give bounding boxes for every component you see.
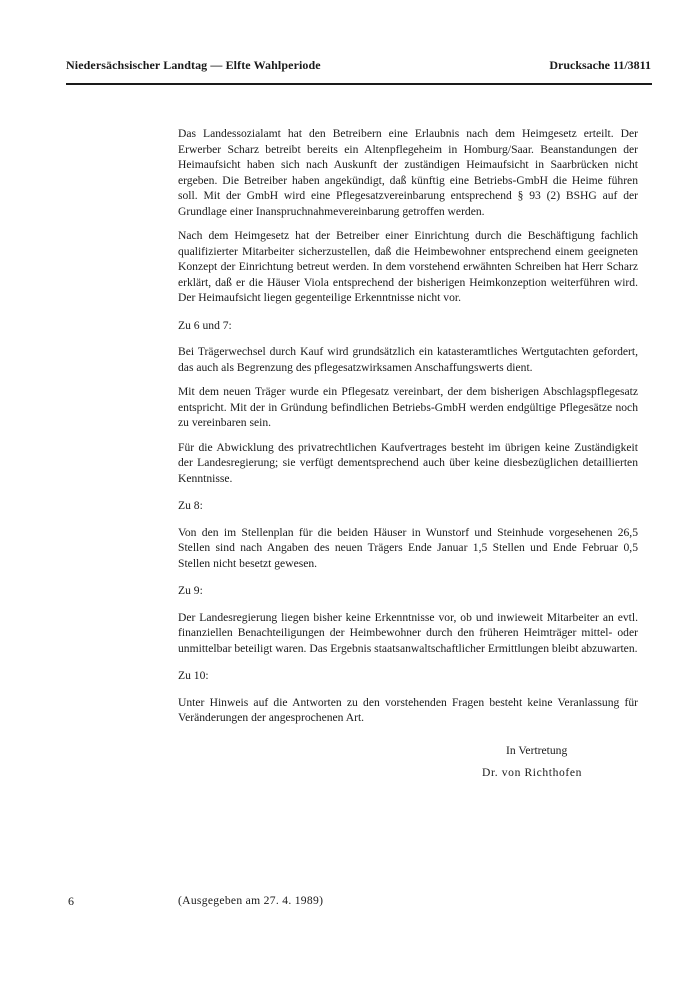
paragraph: Nach dem Heimgesetz hat der Betreiber einer Einrichtung durch die Beschäftigung fachlich qualifizierter Mitarbeiter sicherzustellen, daß die Heimbewohner entsprechend einem geeigneten Konzept der Einrichtung betreut werden. In dem vorstehend erwähnten Schreiben hat Herr Scharz erklärt, daß er die Häuser Viola entsprechend der bisherigen Heimkonzeption weiterführen wird. Der Heimaufsicht liegen gegenteilige Erkenntnisse nicht vor.	[178, 229, 638, 304]
page-number: 6	[68, 894, 74, 908]
section-heading: Zu 6 und 7:	[178, 318, 232, 332]
paragraph: Mit dem neuen Träger wurde ein Pflegesatz vereinbart, der dem bisherigen Abschlagspflegesatz entspricht. Mit der in Gründung befindlichen Betriebs-GmbH werden endgültige Pflegesätze noch zu vereinbaren sein.	[178, 385, 638, 429]
paragraph: Von den im Stellenplan für die beiden Häuser in Wunstorf und Steinhude vorgesehenen 26,5 Stellen sind nach Angaben des neuen Trägers Ende Januar 1,5 Stellen und Ende Februar 0,5 Stellen nicht besetzt gewesen.	[178, 525, 638, 570]
signature-name: Dr. von Richthofen	[482, 766, 582, 779]
document-body	[178, 126, 638, 735]
paragraph: Für die Abwicklung des privatrechtlichen Kaufvertrages besteht im übrigen keine Zuständigkeit der Landesregierung; sie verfügt dementsprechend auch über keine diesbezüglichen detaillierten Kenntnisse.	[178, 440, 638, 485]
paragraph: Bei Trägerwechsel durch Kauf wird grundsätzlich ein katasteramtliches Wertgutachten gefordert, das auch als Begrenzung des pflegesatzwirksamen Anschaffungswerts dient.	[178, 345, 638, 374]
signature-line-1: In Vertretung	[506, 744, 568, 757]
issue-date: (Ausgegeben am 27. 4. 1989)	[178, 894, 324, 907]
section-heading: Zu 10:	[178, 669, 209, 682]
document-number: Drucksache 11/3811	[549, 58, 651, 72]
header-title: Niedersächsischer Landtag — Elfte Wahlperiode	[66, 58, 321, 72]
paragraph: Unter Hinweis auf die Antworten zu den vorstehenden Fragen besteht keine Veranlassung für Veränderungen der angesprochenen Art.	[178, 695, 638, 724]
paragraph: Das Landessozialamt hat den Betreibern eine Erlaubnis nach dem Heimgesetz erteilt. Der Erwerber Scharz betreibt bereits ein Altenpflegeheim in Homburg/Saar. Beanstandungen der Heimaufsicht haben sich nach Auskunft der zuständigen Heimaufsicht in Saarbrücken nicht ergeben. Die Betreiber haben angekündigt, daß künftig eine Betriebs-GmbH die Heime führen soll. Mit der GmbH wird eine Pflegesatzvereinbarung entsprechend § 93 (2) BSHG auf der Grundlage einer Inanspruchnahmevereinbarung getroffen werden.	[178, 127, 638, 218]
header-divider	[66, 83, 652, 85]
section-heading: Zu 8:	[178, 499, 203, 512]
paragraph: Der Landesregierung liegen bisher keine Erkenntnisse vor, ob und inwieweit Mitarbeiter an evtl. finanziellen Benachteiligungen der Heimbewohner durch den früheren Heimträger mittel- oder unmittelbar beteiligt waren. Das Ergebnis staatsanwaltschaftlicher Ermittlungen bleibt abzuwarten.	[178, 610, 638, 655]
section-heading: Zu 9:	[178, 584, 203, 597]
